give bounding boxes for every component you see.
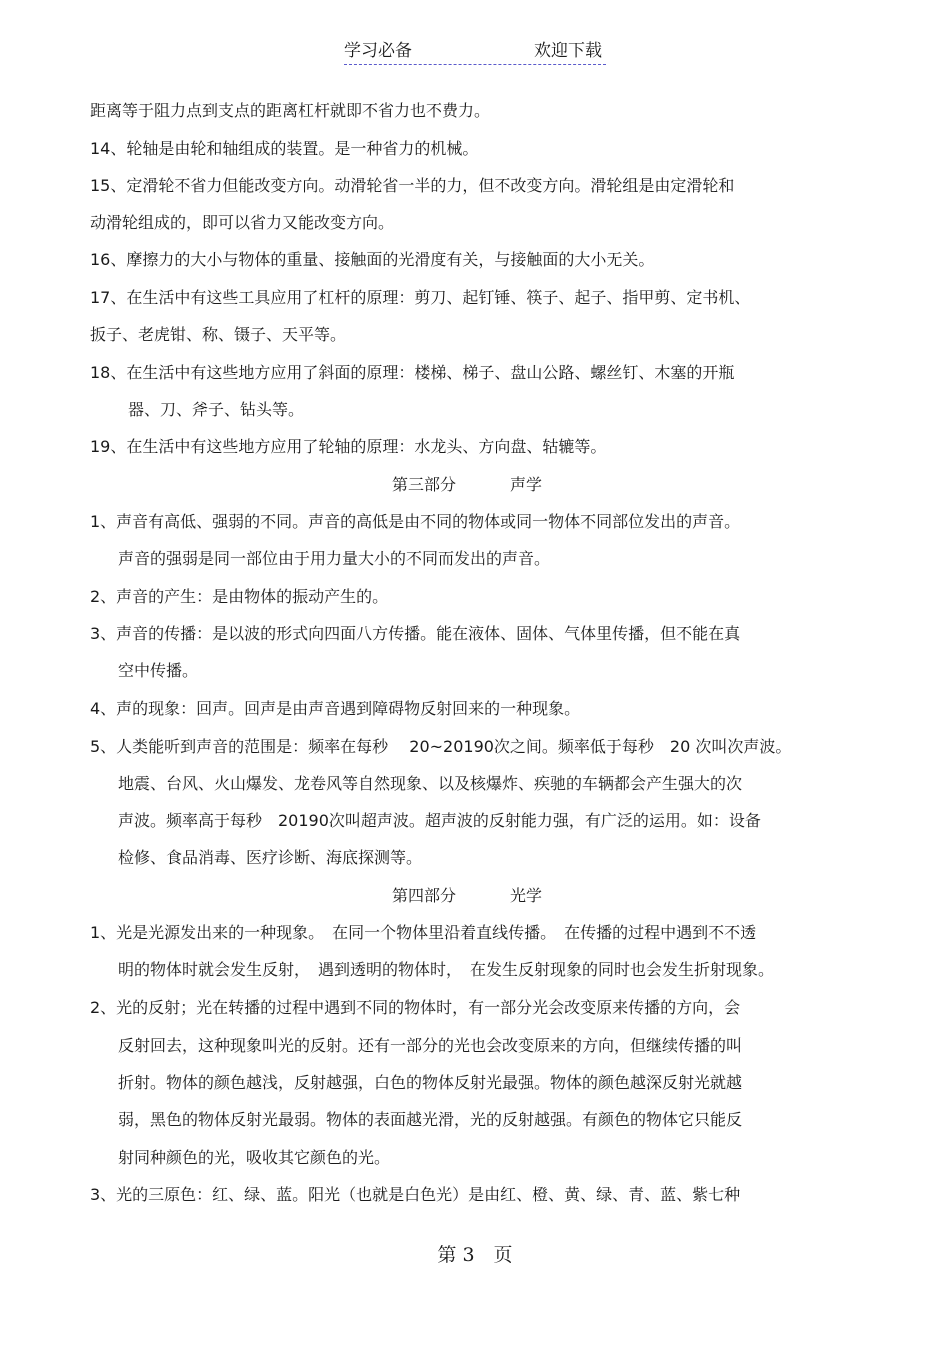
text-line: 反射回去，这种现象叫光的反射。还有一部分的光也会改变原来的方向，但继续传播的叫 [118,1036,743,1055]
text-line: 3、光的三原色：红、绿、蓝。阳光（也就是白色光）是由红、橙、黄、绿、青、蓝、紫七种 [90,1185,741,1204]
text-line: 1、声音有高低、强弱的不同。声音的高低是由不同的物体或同一物体不同部位发出的声音。 [90,512,741,531]
section-title: 光学 [510,886,543,905]
text-line: 检修、食品消毒、医疗诊断、海底探测等。 [118,848,423,867]
text-line: 折射。物体的颜色越浅，反射越强，白色的物体反射光最强。物体的颜色越深反射光就越 [118,1073,743,1092]
text-line: 弱，黑色的物体反射光最弱。物体的表面越光滑，光的反射越强。有颜色的物体它只能反 [118,1110,743,1129]
text-line: 距离等于阻力点到支点的距离杠杆就即不省力也不费力。 [90,101,491,120]
text-line: 明的物体时就会发生反射， 遇到透明的物体时， 在发生反射现象的同时也会发生折射现象。 [118,960,775,979]
text-line: 1、光是光源发出来的一种现象。 在同一个物体里沿着直线传播。 在传播的过程中遇到不不透 [90,923,757,942]
text-line: 动滑轮组成的，即可以省力又能改变方向。 [90,213,395,232]
text-line: 18、在生活中有这些地方应用了斜面的原理：楼梯、梯子、盘山公路、螺丝钉、木塞的开瓶 [90,363,735,382]
section-heading [392,474,542,496]
text-line: 器、刀、斧子、钻头等。 [128,400,305,419]
section-title: 声学 [510,475,543,494]
page-header [344,40,606,65]
page-number: 第 3 页 [437,1244,513,1266]
text-line: 5、人类能听到声音的范围是：频率在每秒 20~20190次之间。频率低于每秒 20 次叫次声波。 [90,737,792,756]
section-part: 第四部分 [392,886,457,905]
section-heading [392,885,542,907]
text-line: 16、摩擦力的大小与物体的重量、接触面的光滑度有关，与接触面的大小无关。 [90,250,655,269]
text-line: 地震、台风、火山爆发、龙卷风等自然现象、以及核爆炸、疾驰的车辆都会产生强大的次 [118,774,743,793]
text-line: 扳子、老虎钳、称、镊子、天平等。 [90,325,347,344]
text-line: 4、声的现象：回声。回声是由声音遇到障碍物反射回来的一种现象。 [90,699,581,718]
text-line: 声音的强弱是同一部位由于用力量大小的不同而发出的声音。 [118,549,551,568]
text-line: 15、定滑轮不省力但能改变方向。动滑轮省一半的力，但不改变方向。滑轮组是由定滑轮和 [90,176,735,195]
text-line: 14、轮轴是由轮和轴组成的装置。是一种省力的机械。 [90,139,479,158]
section-part: 第三部分 [392,475,457,494]
text-line: 空中传播。 [118,661,199,680]
text-line: 19、在生活中有这些地方应用了轮轴的原理：水龙头、方向盘、轱辘等。 [90,437,607,456]
text-line: 2、声音的产生：是由物体的振动产生的。 [90,587,389,606]
header-right-text: 欢迎下载 [534,41,602,61]
text-line: 2、光的反射；光在转播的过程中遇到不同的物体时，有一部分光会改变原来传播的方向，会 [90,998,741,1017]
text-line: 3、声音的传播：是以波的形式向四面八方传播。能在液体、固体、气体里传播，但不能在真 [90,624,741,643]
text-line: 声波。频率高于每秒 20190次叫超声波。超声波的反射能力强，有广泛的运用。如：设备 [118,811,761,830]
text-line: 射同种颜色的光，吸收其它颜色的光。 [118,1148,391,1167]
header-left-text: 学习必备 [344,41,412,61]
text-line: 17、在生活中有这些工具应用了杠杆的原理：剪刀、起钉锤、筷子、起子、指甲剪、定书机、 [90,288,751,307]
